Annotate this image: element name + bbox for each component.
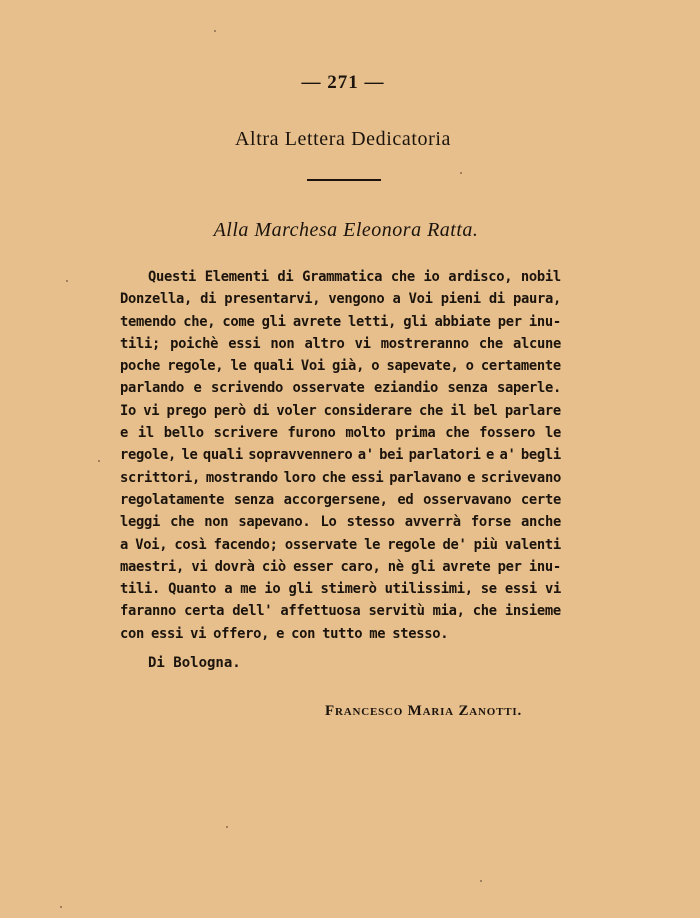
paper-speck bbox=[98, 460, 100, 462]
text-line: tili. Quanto a me io gli stimerò utilissimi, se essi vi bbox=[120, 581, 561, 598]
text-line: poche regole, le quali Voi già, o sapevate, o certamente bbox=[120, 358, 561, 375]
paper-speck bbox=[214, 30, 216, 32]
page-title: Altra Lettera Dedicatoria bbox=[235, 128, 451, 150]
text-line: regolatamente senza accorgersene, ed osservavano certe bbox=[120, 491, 561, 508]
text-line: a Voi, così facendo; osservate le regole de' più valenti bbox=[120, 536, 561, 553]
text-line: Io vi prego però di voler considerare che il bel parlare bbox=[120, 402, 561, 419]
text-line: tili; poichè essi non altro vi mostreranno che alcune bbox=[120, 335, 561, 352]
page-number: — 271 — bbox=[301, 72, 385, 93]
text-line: regole, le quali sopravvennero a' bei parlatori e a' begli bbox=[120, 447, 561, 464]
text-line: e il bello scrivere furono molto prima che fossero le bbox=[120, 425, 561, 442]
signature: Francesco Maria Zanotti. bbox=[325, 703, 523, 719]
paper-speck bbox=[66, 280, 68, 282]
title-divider bbox=[307, 179, 381, 181]
text-line: parlando e scrivendo osservate eziandio senza saperle. bbox=[120, 380, 561, 397]
place-line: Di Bologna. bbox=[148, 655, 241, 671]
text-line: scrittori, mostrando loro che essi parlavano e scrivevano bbox=[120, 469, 561, 486]
text-line: leggi che non sapevano. Lo stesso avverrà forse anche bbox=[120, 514, 561, 531]
text-line: maestri, vi dovrà ciò esser caro, nè gli avrete per inu- bbox=[120, 558, 561, 575]
text-line: Questi Elementi di Grammatica che io ardisco, nobil bbox=[148, 269, 561, 285]
paper-speck bbox=[60, 906, 62, 908]
paper-speck bbox=[480, 880, 482, 882]
letter-body bbox=[120, 266, 561, 645]
text-line: faranno certa dell' affettuosa servitù mia, che insieme bbox=[120, 603, 561, 620]
text-line: temendo che, come gli avrete letti, gli abbiate per inu- bbox=[120, 313, 561, 330]
paper-speck bbox=[460, 172, 462, 174]
recipient-heading: Alla Marchesa Eleonora Ratta. bbox=[213, 219, 479, 241]
paper-speck bbox=[226, 826, 228, 828]
text-line: Donzella, di presentarvi, vengono a Voi pieni di paura, bbox=[120, 291, 561, 308]
text-line: con essi vi offero, e con tutto me stesso. bbox=[120, 625, 449, 642]
